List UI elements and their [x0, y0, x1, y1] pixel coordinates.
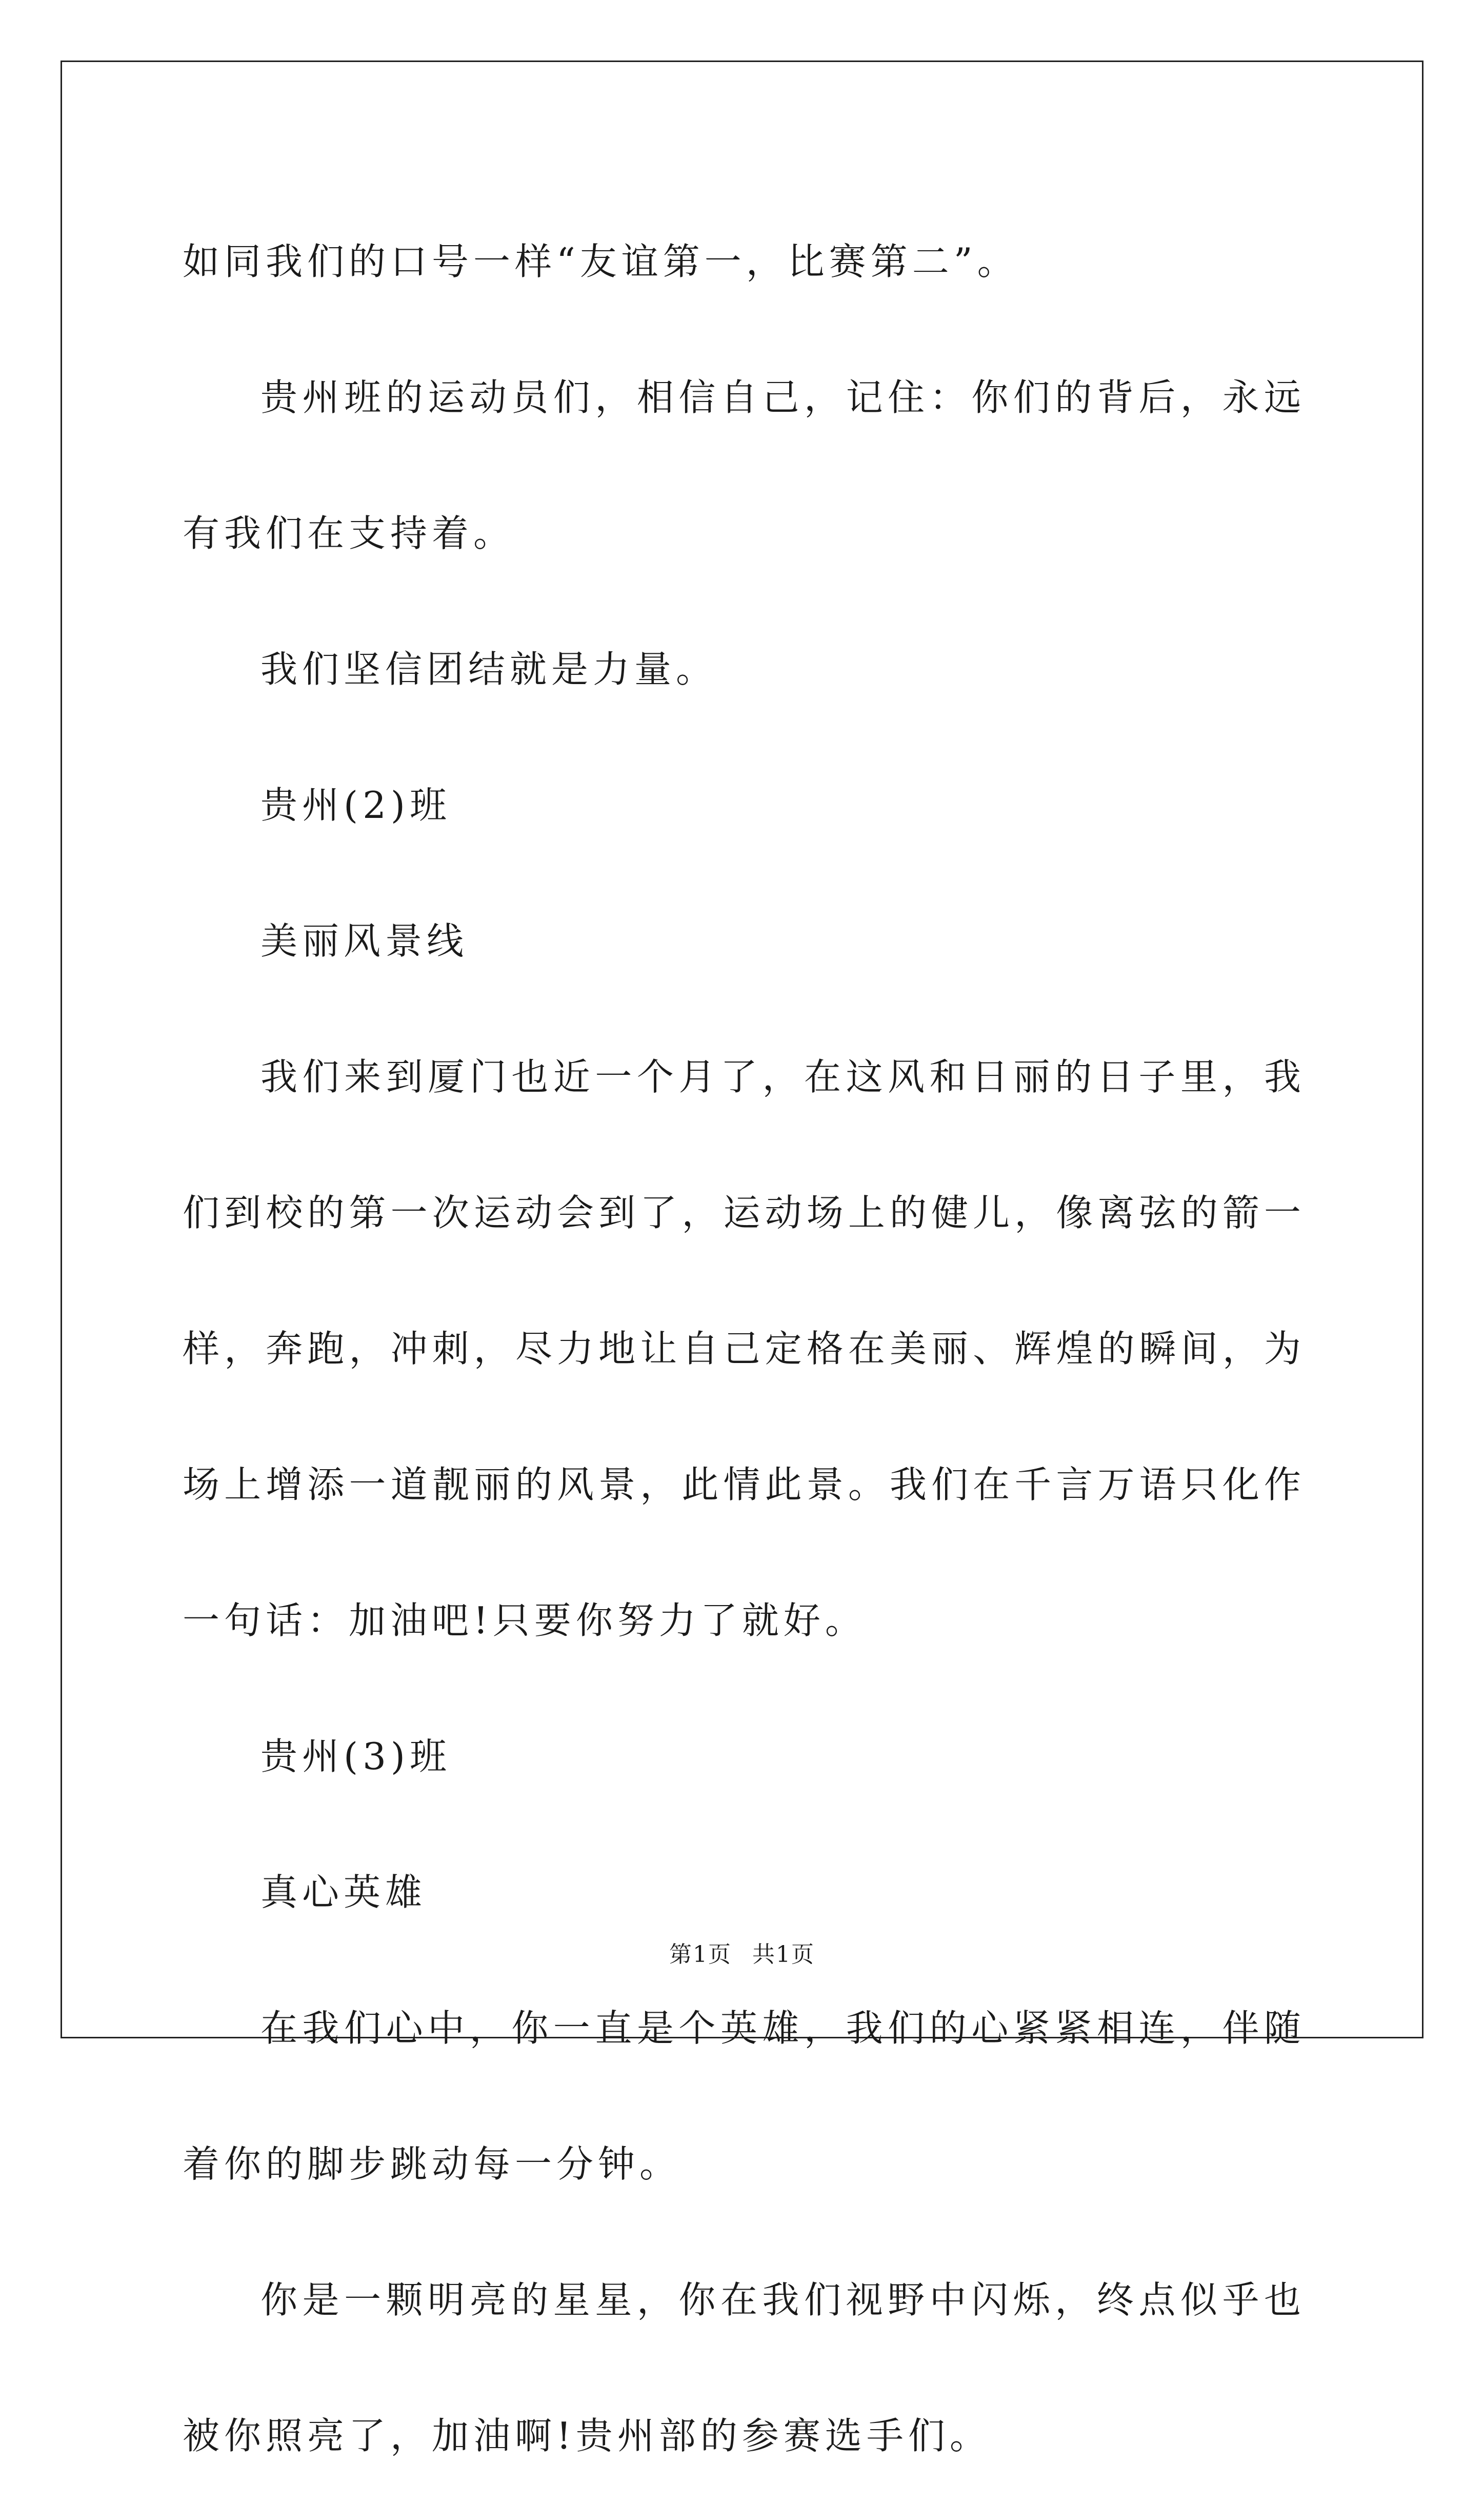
paragraph: 我们坚信团结就是力量。 — [260, 648, 718, 691]
paragraph: 如同我们的口号一样“友谊第一，比赛第二”。 — [183, 240, 1019, 283]
page-total: 共1页 — [752, 1941, 815, 1968]
paragraph: 在我们心中，你一直是个英雄，我们的心紧紧相连，伴随着你的脚步跳动每一分钟。 — [183, 2007, 1306, 2186]
section-title: 真心英雄 — [260, 1871, 427, 1914]
section-heading: 贵州(3)班 — [260, 1735, 451, 1778]
document-body — [183, 194, 1306, 2504]
page-number: 第1页 — [669, 1941, 732, 1968]
paragraph: 你是一颗明亮的星星，你在我们视野中闪烁，终点似乎也被你照亮了，加油啊!贵州部的参赛选手们。 — [183, 2278, 1306, 2457]
paragraph: 我们来到厦门也近一个月了，在这风和日丽的日子里，我们到校的第一次运动会到了，运动场上的健儿，像离弦的箭一样，奔跑，冲刺，尽力地让自己定格在美丽、辉煌的瞬间，为场上增添一道靓丽的风景，此情此景。我们在千言万语只化作一句话：加油吧!只要你努力了就好。 — [183, 1055, 1306, 1642]
section-title: 美丽风景线 — [260, 919, 469, 963]
page-footer — [0, 1939, 1484, 1970]
paragraph: 贵州班的运动员们，相信自己，记住：你们的背后，永远有我们在支持着。 — [183, 376, 1306, 555]
section-heading: 贵州(2)班 — [260, 784, 451, 827]
